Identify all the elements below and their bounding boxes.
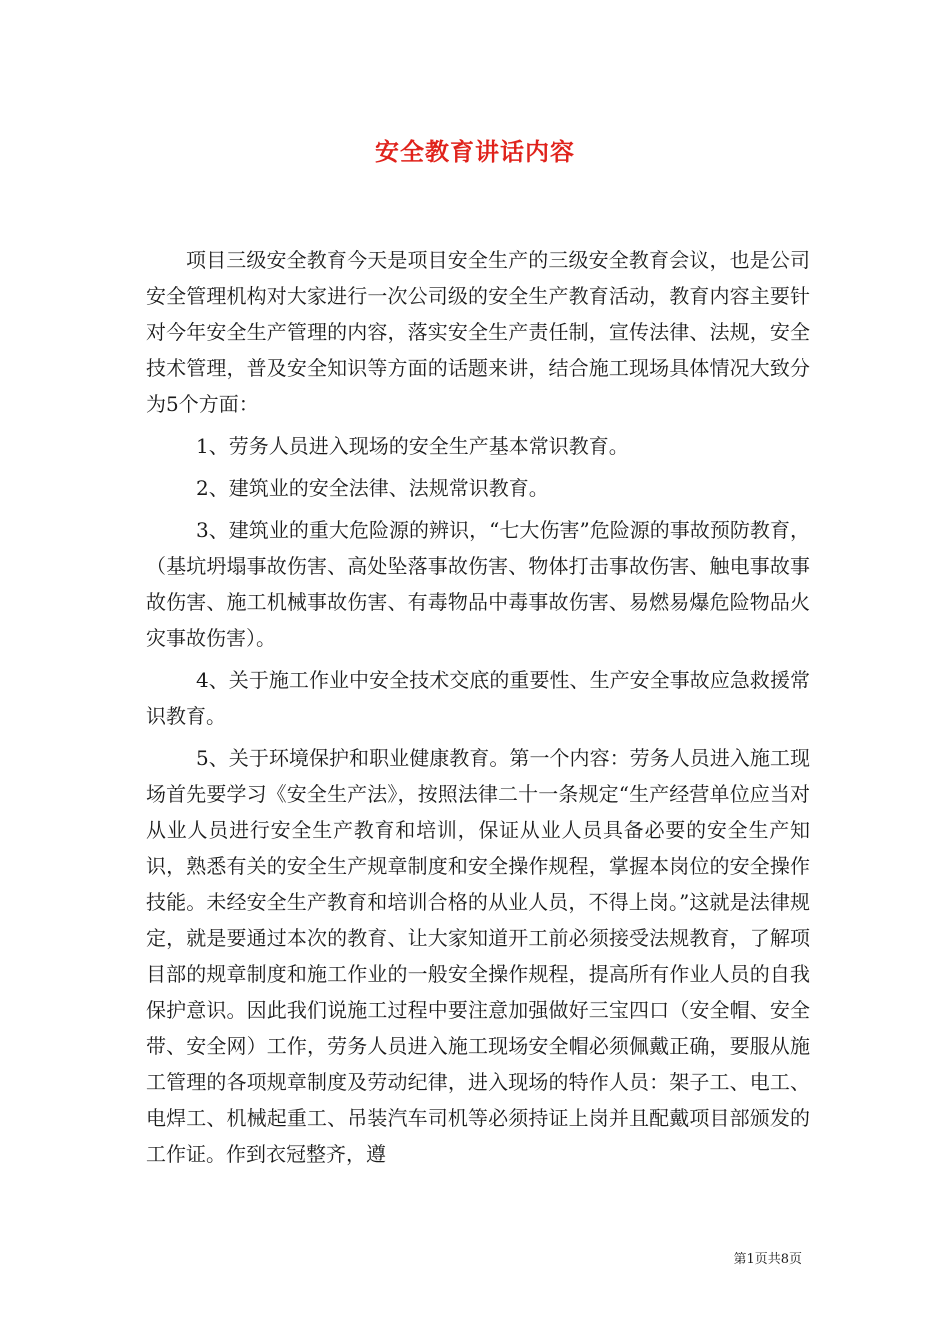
list-item-4: 4、关于施工作业中安全技术交底的重要性、生产安全事故应急救援常识教育。 bbox=[146, 668, 810, 728]
list-item-3: 3、建筑业的重大危险源的辨识，“七大伤害”危险源的事故预防教育，（基坑坍塌事故伤害、高处坠落事故伤害、物体打击事故伤害、触电事故事故伤害、施工机械事故伤害、有毒物品中毒事故伤害、易燃易爆危险物品火灾事故伤害）。 bbox=[146, 518, 810, 650]
intro-paragraph: 项目三级安全教育今天是项目安全生产的三级安全教育会议，也是公司安全管理机构对大家进行一次公司级的安全生产教育活动，教育内容主要针对今年安全生产管理的内容，落实安全生产责任制，宣传法律、法规，安全技术管理，普及安全知识等方面的话题来讲，结合施工现场具体情况大致分为5个方面： bbox=[146, 248, 810, 416]
page-title: 安全教育讲话内容 bbox=[375, 137, 575, 166]
list-item-5: 5、关于环境保护和职业健康教育。第一个内容：劳务人员进入施工现场首先要学习《安全生产法》，按照法律二十一条规定“生产经营单位应当对从业人员进行安全生产教育和培训，保证从业人员具备必要的安全生产知识，熟悉有关的安全生产规章制度和安全操作规程，掌握本岗位的安全操作技能。未经安全生产教育和培训合格的从业人员，不得上岗。”这就是法律规定，就是要通过本次的教育、让大家知道开工前必须接受法规教育，了解项目部的规章制度和施工作业的一般安全操作规程，提高所有作业人员的自我保护意识。因此我们说施工过程中要注意加强做好三宝四口（安全帽、安全带、安全网）工作，劳务人员进入施工现场安全帽必须佩戴正确，要服从施工管理的各项规章制度及劳动纪律，进入现场的特作人员：架子工、电工、电焊工、机械起重工、吊装汽车司机等必须持证上岗并且配戴项目部颁发的工作证。作到衣冠整齐，遵 bbox=[146, 746, 810, 1166]
document-body bbox=[146, 242, 810, 1172]
list-item-1: 1、劳务人员进入现场的安全生产基本常识教育。 bbox=[196, 434, 629, 458]
page-number: 第1页共8页 bbox=[733, 1252, 802, 1267]
list-item-2: 2、建筑业的安全法律、法规常识教育。 bbox=[196, 476, 549, 500]
